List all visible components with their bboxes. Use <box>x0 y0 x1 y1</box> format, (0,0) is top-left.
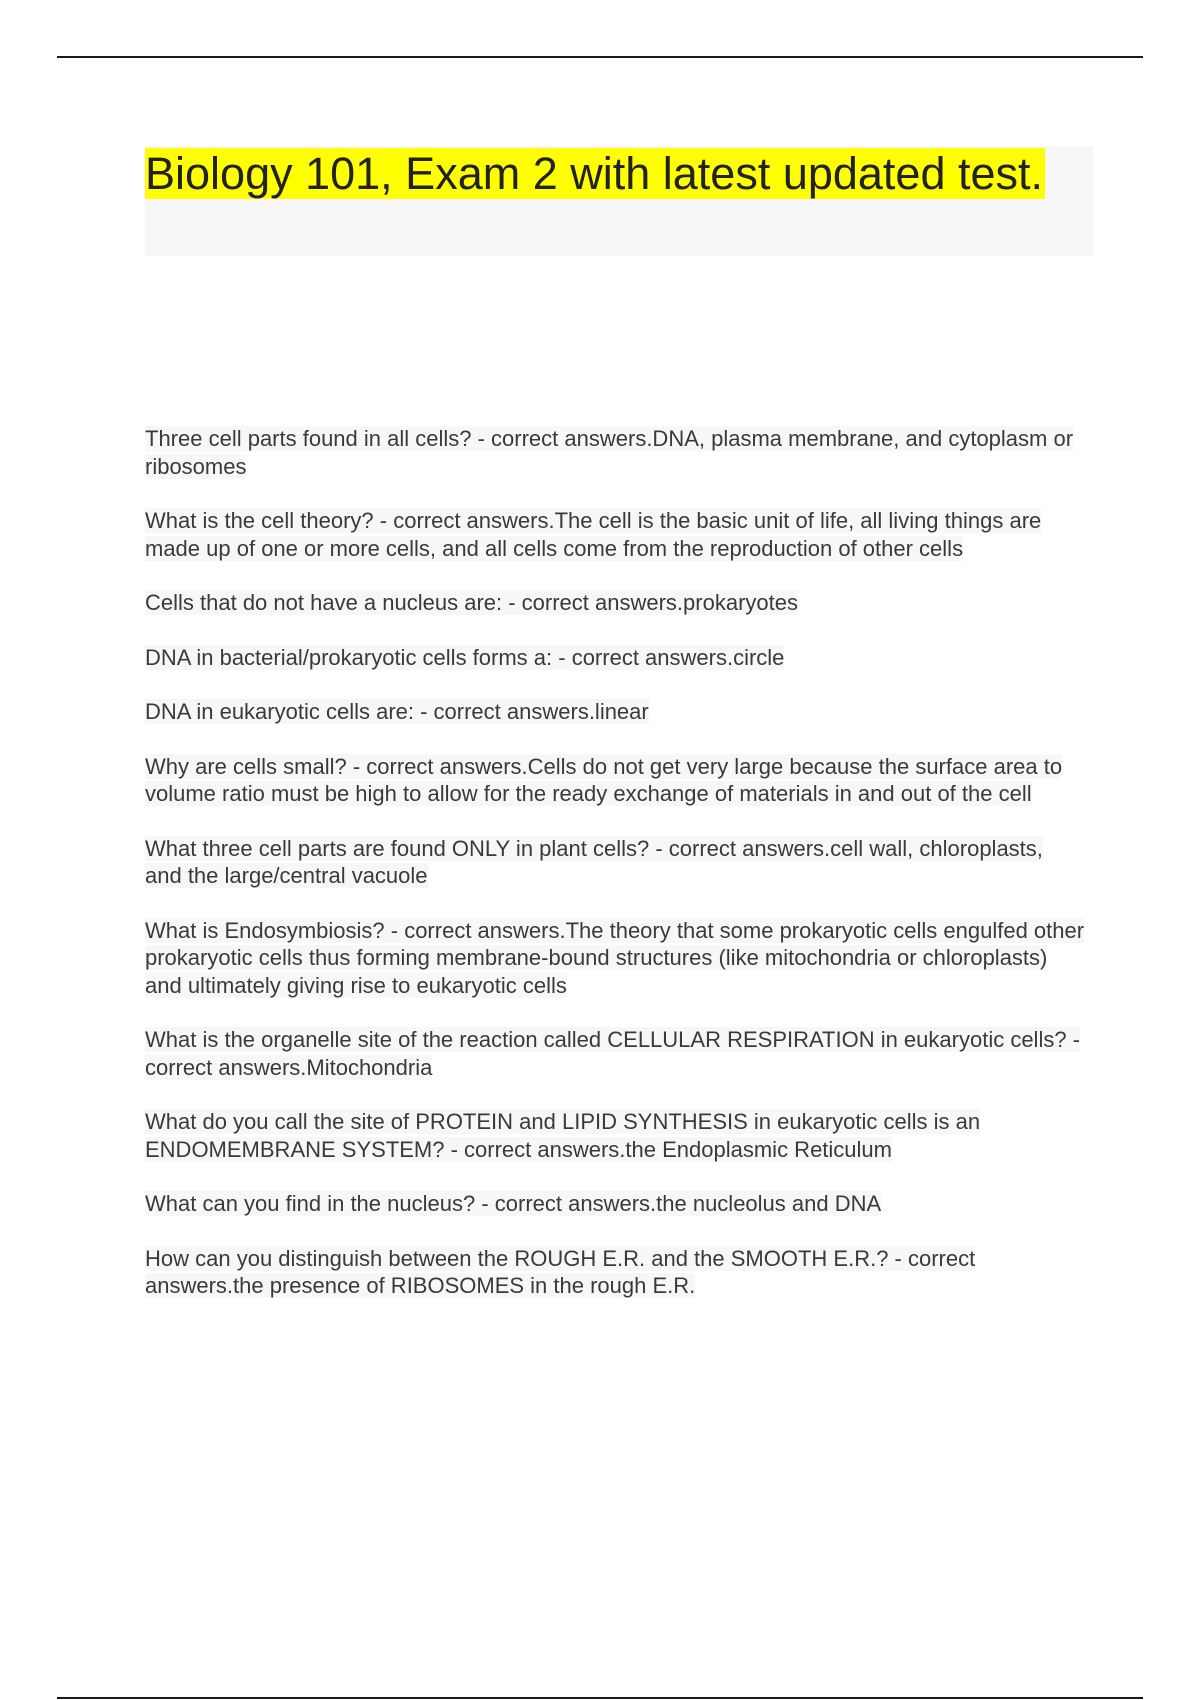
qa-item <box>145 589 1085 617</box>
document-title <box>145 146 1093 202</box>
qa-item <box>145 698 1085 726</box>
document-title-text: Biology 101, Exam 2 with latest updated test. <box>145 148 1044 199</box>
qa-text: What is the cell theory? - correct answers.The cell is the basic unit of life, all living things are made up of one or more cells, and all cells come from the reproduction of other cells <box>145 508 1042 561</box>
qa-item <box>145 507 1085 562</box>
qa-item <box>145 1245 1085 1300</box>
qa-text: DNA in bacterial/prokaryotic cells forms a: - correct answers.circle <box>145 644 785 670</box>
qa-text: Cells that do not have a nucleus are: - correct answers.prokaryotes <box>145 590 798 615</box>
qa-text: Three cell parts found in all cells? - correct answers.DNA, plasma membrane, and cytoplasm or ribosomes <box>145 426 1074 479</box>
qa-text: How can you distinguish between the ROUGH E.R. and the SMOOTH E.R.? - correct answers.the presence of RIBOSOMES in the rough E.R. <box>145 1245 976 1298</box>
qa-text: DNA in eukaryotic cells are: - correct answers.linear <box>145 699 649 724</box>
qa-item <box>145 917 1085 1000</box>
qa-item <box>145 753 1085 808</box>
qa-item <box>145 644 1085 672</box>
qa-text: What can you find in the nucleus? - correct answers.the nucleolus and DNA <box>145 1191 882 1216</box>
qa-list <box>145 425 1085 1327</box>
qa-text: Why are cells small? - correct answers.Cells do not get very large because the surface area to volume ratio must be high to allow for the ready exchange of materials in and out of the cell <box>145 753 1063 806</box>
qa-text: What is Endosymbiosis? - correct answers.The theory that some prokaryotic cells engulfed other prokaryotic cells thus forming membrane-bound structures (like mitochondria or chloroplasts) and ultimately giving rise to eukaryotic cells <box>145 917 1085 998</box>
qa-item <box>145 1108 1085 1163</box>
qa-text: What is the organelle site of the reaction called CELLULAR RESPIRATION in eukaryotic cells? - correct answers.Mitochondria <box>145 1027 1080 1080</box>
qa-text: What three cell parts are found ONLY in plant cells? - correct answers.cell wall, chloroplasts, and the large/central vacuole <box>145 835 1043 888</box>
qa-item <box>145 1190 1085 1218</box>
bottom-rule <box>57 1697 1143 1699</box>
top-rule <box>57 56 1143 58</box>
title-block <box>145 146 1093 256</box>
qa-item <box>145 835 1085 890</box>
qa-text: What do you call the site of PROTEIN and LIPID SYNTHESIS in eukaryotic cells is an ENDOMEMBRANE SYSTEM? - correct answers.the Endoplasmic Reticulum <box>145 1109 981 1162</box>
qa-item <box>145 1026 1085 1081</box>
qa-item <box>145 425 1085 480</box>
